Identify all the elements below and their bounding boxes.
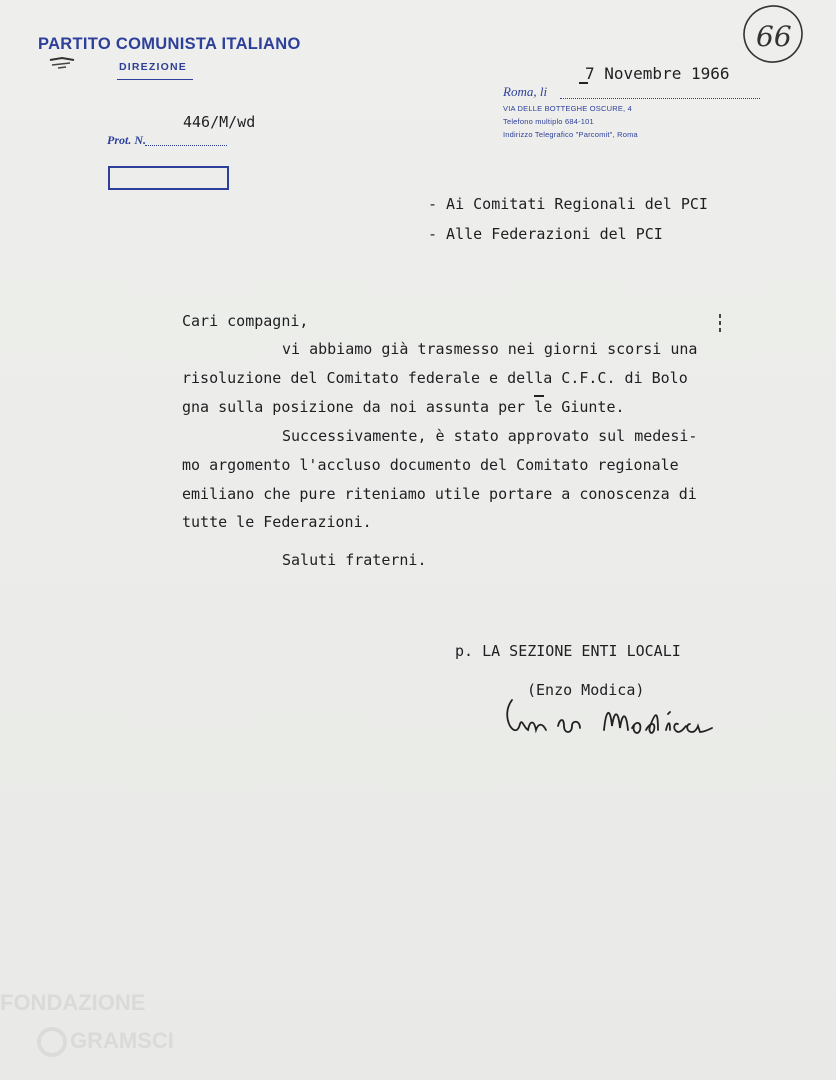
- department-rule: [117, 79, 193, 80]
- recipient-line: - Alle Federazioni del PCI: [428, 225, 663, 243]
- place-label: Roma, li: [503, 84, 548, 99]
- margin-mark: [719, 314, 721, 334]
- body-line: Successivamente, è stato approvato sul medesi-: [282, 427, 698, 445]
- body-line: risoluzione del Comitato federale e della C.F.C. di Bolo: [182, 369, 688, 387]
- page-number-circle: [740, 2, 806, 66]
- department-label: DIREZIONE: [119, 61, 187, 73]
- letter-date: 7 Novembre 1966: [585, 64, 730, 83]
- party-name: PARTITO COMUNISTA ITALIANO: [38, 35, 301, 53]
- protocol-label: Prot. N.: [107, 133, 146, 147]
- archive-watermark: [0, 990, 210, 1080]
- body-line: mo argomento l'accluso documento del Comitato regionale: [182, 456, 679, 474]
- phone-line: Telefono multiplo 684-101: [503, 117, 594, 126]
- signatory-name: (Enzo Modica): [527, 681, 645, 699]
- page-number: 66: [756, 20, 792, 53]
- place-dotted-line: [560, 98, 760, 99]
- body-line: vi abbiamo già trasmesso nei giorni scorsi una: [282, 340, 698, 358]
- body-line: tutte le Federazioni.: [182, 513, 372, 531]
- hammer-sickle-emblem-icon: [44, 52, 82, 74]
- typed-underline: [534, 395, 544, 397]
- protocol-dotted-line: [145, 145, 227, 146]
- telegraph-line: Indirizzo Telegrafico "Parcomit", Roma: [503, 130, 638, 139]
- handwritten-signature: [500, 690, 740, 760]
- protocol-number: 446/M/wd: [183, 113, 256, 131]
- svg-text:FONDAZIONE: FONDAZIONE: [0, 990, 146, 1015]
- closing-greeting: Saluti fraterni.: [282, 551, 427, 569]
- sender-section: p. LA SEZIONE ENTI LOCALI: [455, 642, 681, 660]
- address-line: VIA DELLE BOTTEGHE OSCURE, 4: [503, 104, 632, 113]
- recipient-line: - Ai Comitati Regionali del PCI: [428, 195, 708, 213]
- protocol-box: [108, 166, 229, 190]
- body-line: gna sulla posizione da noi assunta per le Giunte.: [182, 398, 625, 416]
- body-line: emiliano che pure riteniamo utile portare a conoscenza di: [182, 485, 697, 503]
- svg-text:GRAMSCI: GRAMSCI: [70, 1028, 174, 1053]
- salutation: Cari compagni,: [182, 312, 309, 330]
